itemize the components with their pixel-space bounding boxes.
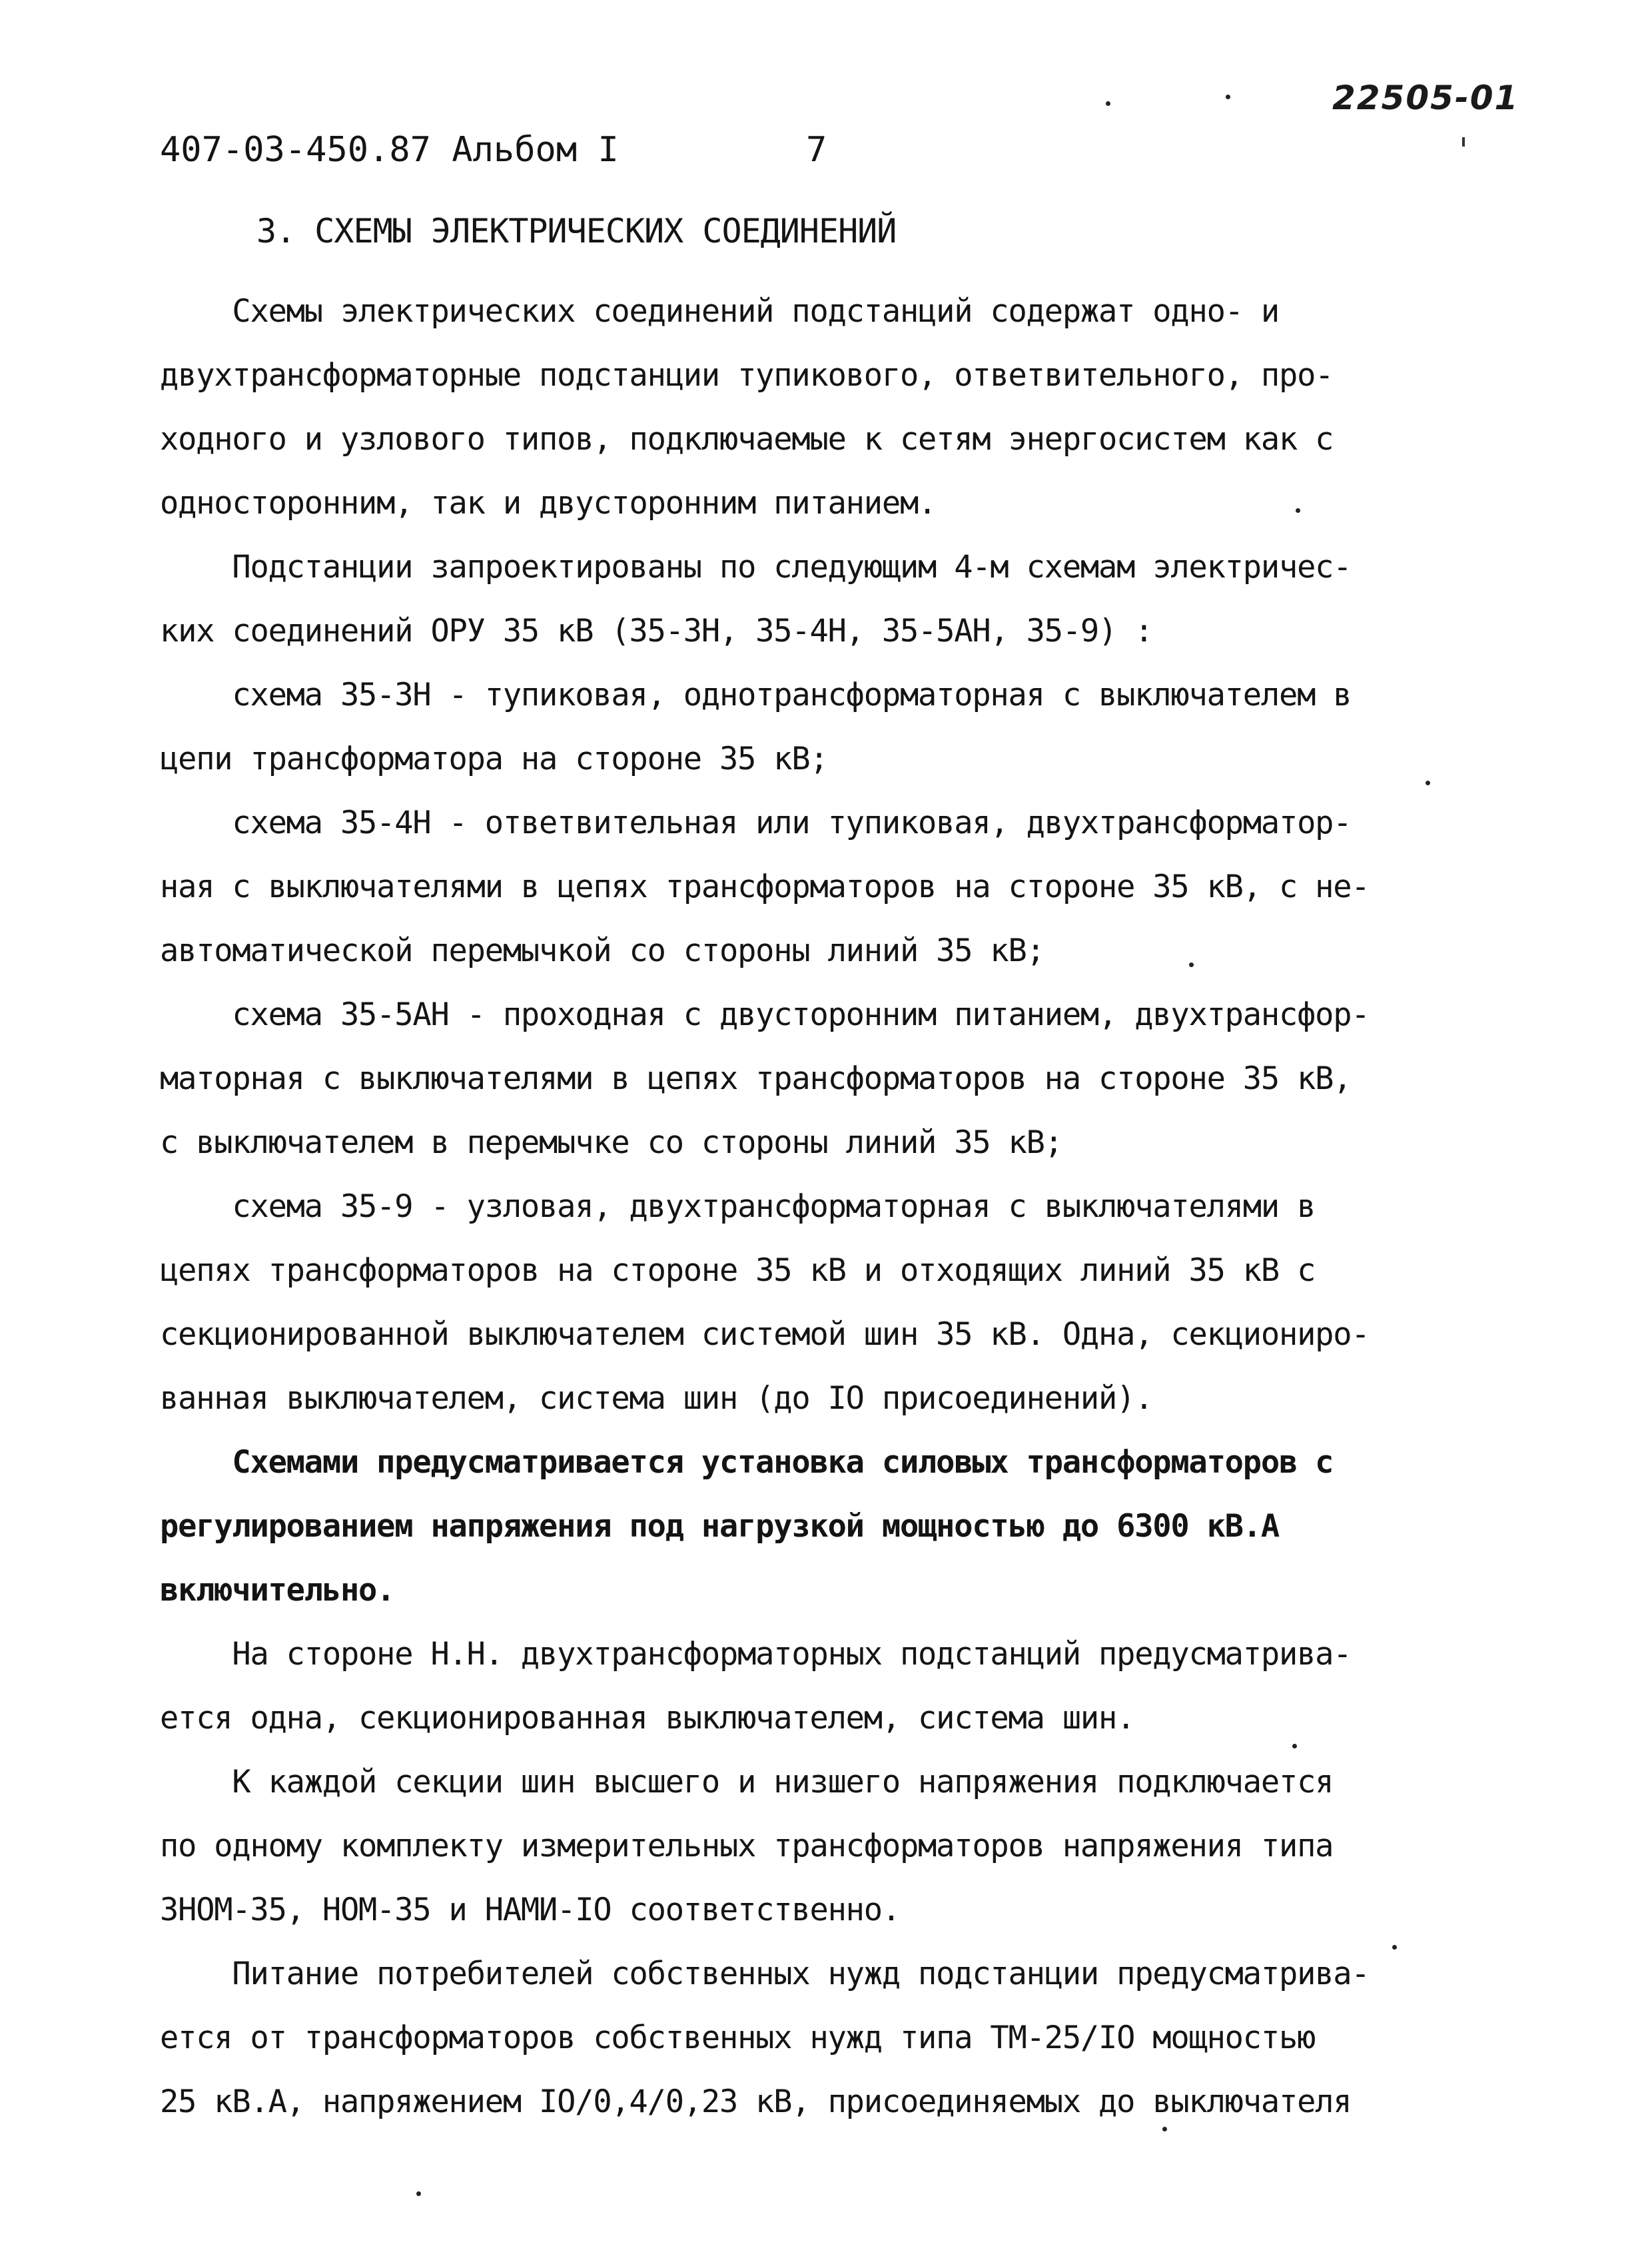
- text-line: Питание потребителей собственных нужд подстанции предусматрива-: [160, 1956, 1370, 1992]
- text-line: ких соединений ОРУ 35 кВ (35-3Н, 35-4Н, 35-5АН, 35-9) :: [160, 613, 1153, 649]
- scan-speck: [1296, 508, 1300, 513]
- text-line: ходного и узлового типов, подключаемые к сетям энергосистем как с: [160, 421, 1334, 458]
- text-line: схема 35-9 - узловая, двухтрансформаторная с выключателями в: [160, 1188, 1316, 1225]
- text-line: по одному комплекту измерительных трансформаторов напряжения типа: [160, 1828, 1334, 1864]
- margin-mark: [1462, 137, 1465, 147]
- body-text: [160, 280, 1499, 2134]
- text-line: Схемами предусматривается установка силовых трансформаторов с: [160, 1444, 1334, 1481]
- text-line: схема 35-3Н - тупиковая, однотрансформаторная с выключателем в: [160, 677, 1352, 713]
- scan-speck: [1162, 2127, 1167, 2131]
- text-line: ется одна, секционированная выключателем, система шин.: [160, 1700, 1135, 1736]
- section-title: 3. СХЕМЫ ЭЛЕКТРИЧЕСКИХ СОЕДИНЕНИЙ: [256, 212, 897, 250]
- scan-speck: [1189, 962, 1194, 967]
- text-line: с выключателем в перемычке со стороны линий 35 кВ;: [160, 1124, 1062, 1161]
- text-line: Схемы электрических соединений подстанций содержат одно- и: [160, 293, 1279, 330]
- text-line: К каждой секции шин высшего и низшего напряжения подключается: [160, 1764, 1334, 1800]
- text-line: ванная выключателем, система шин (до IO присоединений).: [160, 1380, 1153, 1417]
- document-header: 407-03-450.87 Альбом I: [160, 130, 619, 170]
- text-line: схема 35-5АН - проходная с двусторонним питанием, двухтрансфор-: [160, 996, 1370, 1033]
- scan-speck: [1292, 1744, 1297, 1748]
- document-code: 22505-01: [1332, 79, 1519, 117]
- text-line: ется от трансформаторов собственных нужд типа ТМ-25/IO мощностью: [160, 2020, 1316, 2056]
- scan-speck: [416, 2191, 421, 2196]
- text-line: включительно.: [160, 1572, 395, 1609]
- text-line: ная с выключателями в цепях трансформаторов на стороне 35 кВ, с не-: [160, 869, 1370, 905]
- scan-speck: [1226, 95, 1230, 99]
- text-line: односторонним, так и двусторонним питанием.: [160, 485, 937, 522]
- scan-speck: [1106, 101, 1110, 106]
- text-line: Подстанции запроектированы по следующим 4-м схемам электричес-: [160, 549, 1352, 585]
- text-line: На стороне Н.Н. двухтрансформаторных подстанций предусматрива-: [160, 1636, 1352, 1673]
- page-number: 7: [806, 130, 827, 170]
- text-line: цепи трансформатора на стороне 35 кВ;: [160, 741, 828, 777]
- text-line: двухтрансформаторные подстанции тупикового, ответвительного, про-: [160, 357, 1334, 394]
- text-line: секционированной выключателем системой шин 35 кВ. Одна, секциониро-: [160, 1316, 1370, 1353]
- scan-speck: [1392, 1945, 1397, 1950]
- text-line: регулированием напряжения под нагрузкой мощностью до 6300 кВ.А: [160, 1508, 1279, 1545]
- text-line: маторная с выключателями в цепях трансформаторов на стороне 35 кВ,: [160, 1060, 1352, 1097]
- text-line: автоматической перемычкой со стороны линий 35 кВ;: [160, 933, 1044, 969]
- text-line: 25 кВ.А, напряжением IO/0,4/0,23 кВ, присоединяемых до выключателя: [160, 2083, 1352, 2120]
- scan-speck: [1426, 781, 1430, 785]
- text-line: схема 35-4Н - ответвительная или тупиковая, двухтрансформатор-: [160, 805, 1352, 841]
- text-line: ЗНОМ-35, НОМ-35 и НАМИ-IO соответственно.: [160, 1892, 900, 1928]
- text-line: цепях трансформаторов на стороне 35 кВ и отходящих линий 35 кВ с: [160, 1252, 1316, 1289]
